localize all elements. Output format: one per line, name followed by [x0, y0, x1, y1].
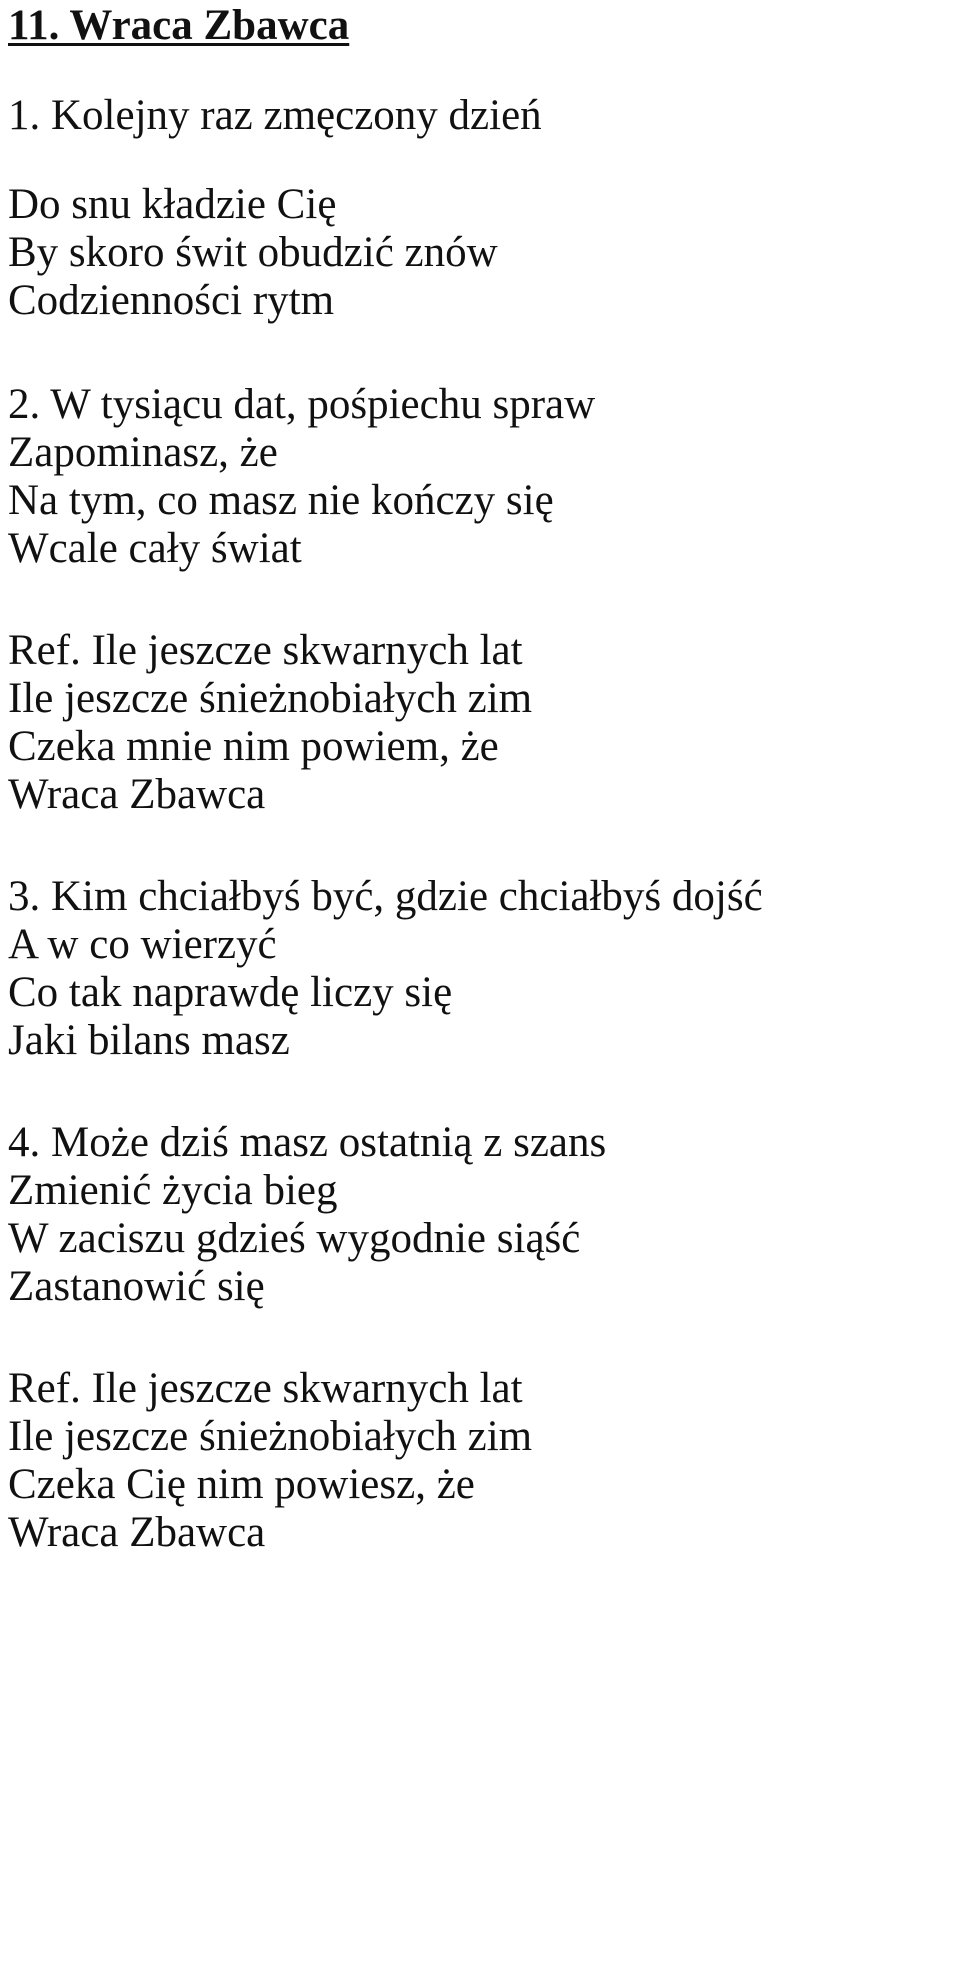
verse-4-line-2: Zmienić życia bieg: [8, 1167, 338, 1214]
verse-1-line-3: By skoro świt obudzić znów: [8, 229, 498, 276]
stanza-gap: [8, 573, 960, 627]
stanza-gap: [8, 1311, 960, 1365]
verse-3-line-4: Jaki bilans masz: [8, 1017, 290, 1064]
lyrics-page: [8, 0, 960, 1557]
verse-3-line-1: 3. Kim chciałbyś być, gdzie chciałbyś dojść: [8, 873, 763, 920]
verse-1-line-2: Do snu kładzie Cię: [8, 181, 337, 228]
refrain-2-line-1: Ref. Ile jeszcze skwarnych lat: [8, 1365, 523, 1412]
verse-1-line-4: Codzienności rytm: [8, 277, 335, 324]
verse-2-line-3: Na tym, co masz nie kończy się: [8, 477, 554, 524]
stanza-gap: [8, 325, 960, 381]
refrain-2-line-3: Czeka Cię nim powiesz, że: [8, 1461, 475, 1508]
verse-2-line-2: Zapominasz, że: [8, 429, 278, 476]
verse-4-line-4: Zastanowić się: [8, 1263, 265, 1310]
stanza-gap: [8, 147, 960, 181]
refrain-2-line-4: Wraca Zbawca: [8, 1509, 266, 1556]
verse-4-line-1: 4. Może dziś masz ostatnią z szans: [8, 1119, 607, 1166]
refrain-1-line-4: Wraca Zbawca: [8, 771, 266, 818]
verse-2-line-4: Wcale cały świat: [8, 525, 302, 572]
song-title: 11. Wraca Zbawca: [8, 2, 350, 49]
verse-2-line-1: 2. W tysiącu dat, pośpiechu spraw: [8, 381, 596, 428]
refrain-1-line-3: Czeka mnie nim powiem, że: [8, 723, 499, 770]
verse-3-line-3: Co tak naprawdę liczy się: [8, 969, 453, 1016]
refrain-1-line-2: Ile jeszcze śnieżnobiałych zim: [8, 675, 533, 722]
stanza-gap: [8, 1065, 960, 1119]
stanza-gap: [8, 819, 960, 873]
verse-1-line-1: 1. Kolejny raz zmęczony dzień: [8, 92, 542, 139]
refrain-2-line-2: Ile jeszcze śnieżnobiałych zim: [8, 1413, 533, 1460]
verse-3-line-2: A w co wierzyć: [8, 921, 277, 968]
spacer: [8, 51, 960, 85]
refrain-1-line-1: Ref. Ile jeszcze skwarnych lat: [8, 627, 523, 674]
verse-4-line-3: W zaciszu gdzieś wygodnie siąść: [8, 1215, 581, 1262]
